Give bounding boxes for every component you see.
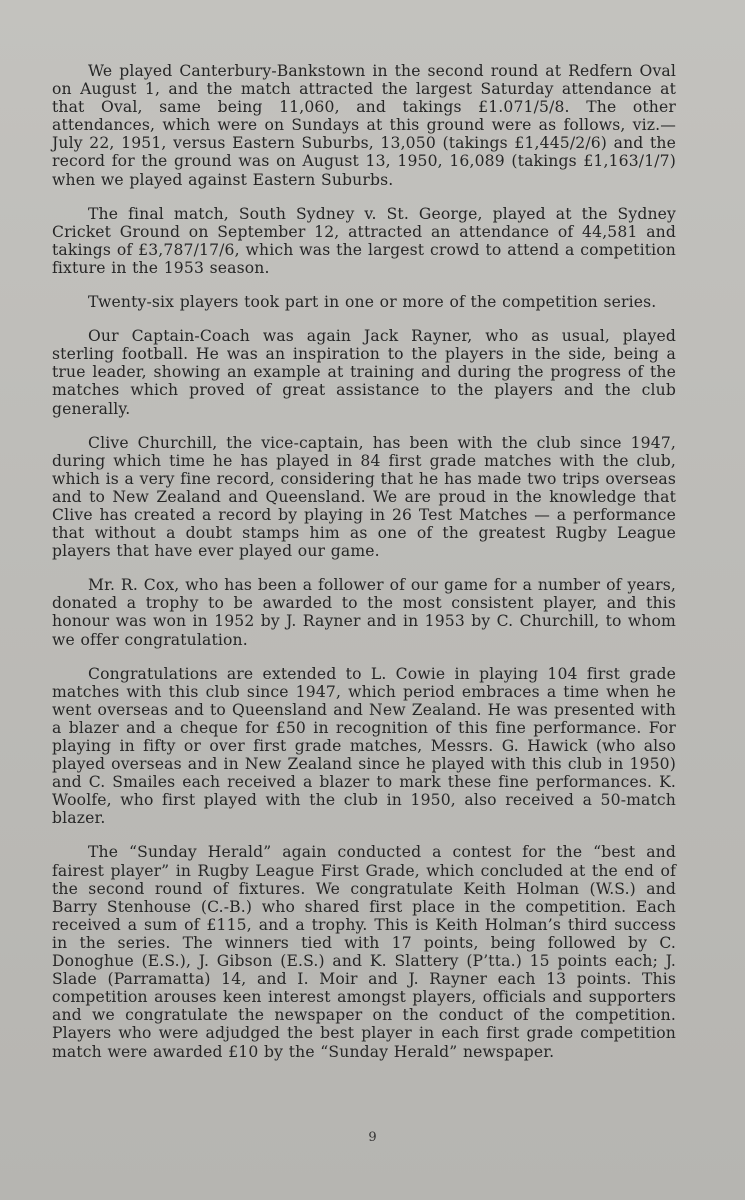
- page-number: 9: [368, 1130, 377, 1145]
- paragraph-redfern-attendance: We played Canterbury-Bankstown in the second round at Redfern Oval on August 1, and the match attracted the largest Saturday attendance at that Oval, same being 11,060, and takings £1.071/5/8. The other attendances, which were on Sundays at this ground were as follows, viz.—July 22, 1951, versus Eastern Suburbs, 13,050 (takings £1,445/2/6) and the record for the ground was on August 13, 1950, 16,089 (takings £1,163/1/7) when we played against Eastern Suburbs.: [52, 62, 676, 189]
- paragraph-players-count: Twenty-six players took part in one or more of the competition series.: [88, 293, 657, 312]
- paragraph-vice-captain: Clive Churchill, the vice-captain, has been with the club since 1947, during which time he has played in 84 first grade matches with the club, which is a very fine record, considering that he has made two trips overseas and to New Zealand and Queensland. We are proud in the knowledge that Clive has created a record by playing in 26 Test Matches — a performance that without a doubt stamps him as one of the greatest Rugby League players that have ever played our game.: [52, 433, 676, 561]
- paragraph-cox-trophy: Mr. R. Cox, who has been a follower of our game for a number of years, donated a trophy to be awarded to the most consistent player, and this honour was won in 1952 by J. Rayner and in 1953 by C. Churchill, to whom we offer congratulation.: [52, 576, 676, 649]
- paragraph-congratulations: Congratulations are extended to L. Cowie in playing 104 first grade matches with this club since 1947, which period embraces a time when he went overseas and to Queensland and New Zealand. He was presented with a blazer and a cheque for £50 in recognition of this fine performance. For playing in fifty or over first grade matches, Messrs. G. Hawick (who also played overseas and in New Zealand since he played with this club in 1950) and C. Smailes each received a blazer to mark these fine performances. K. Woolfe, who first played with the club in 1950, also received a 50-match blazer.: [52, 664, 676, 828]
- body-text: [52, 62, 676, 1077]
- paragraph-sunday-herald: The “Sunday Herald” again conducted a contest for the “best and fairest player” in Rugby League First Grade, which concluded at the end of the second round of fixtures. We congratulate Keith Holman (W.S.) and Barry Stenhouse (C.-B.) who shared first place in the competition. Each received a sum of £115, and a trophy. This is Keith Holman’s third success in the series. The winners tied with 17 points, being followed by C. Donoghue (E.S.), J. Gibson (E.S.) and K. Slattery (P’tta.) 15 points each; J. Slade (Parramatta) 14, and I. Moir and J. Rayner each 13 points. This competition arouses keen interest amongst players, officials and supporters and we congratulate the newspaper on the conduct of the competition. Players who were adjudged the best player in each first grade competition match were awarded £10 by the “Sunday Herald” newspaper.: [52, 843, 676, 1061]
- paragraph-captain-coach: Our Captain-Coach was again Jack Rayner, who as usual, played sterling football. He was an inspiration to the players in the side, being a true leader, showing an example at training and during the progress of the matches which proved of great assistance to the players and the club generally.: [52, 327, 676, 418]
- paragraph-final-match: The final match, South Sydney v. St. George, played at the Sydney Cricket Ground on September 12, attracted an attendance of 44,581 and takings of £3,787/17/6, which was the largest crowd to attend a competition fixture in the 1953 season.: [52, 204, 676, 277]
